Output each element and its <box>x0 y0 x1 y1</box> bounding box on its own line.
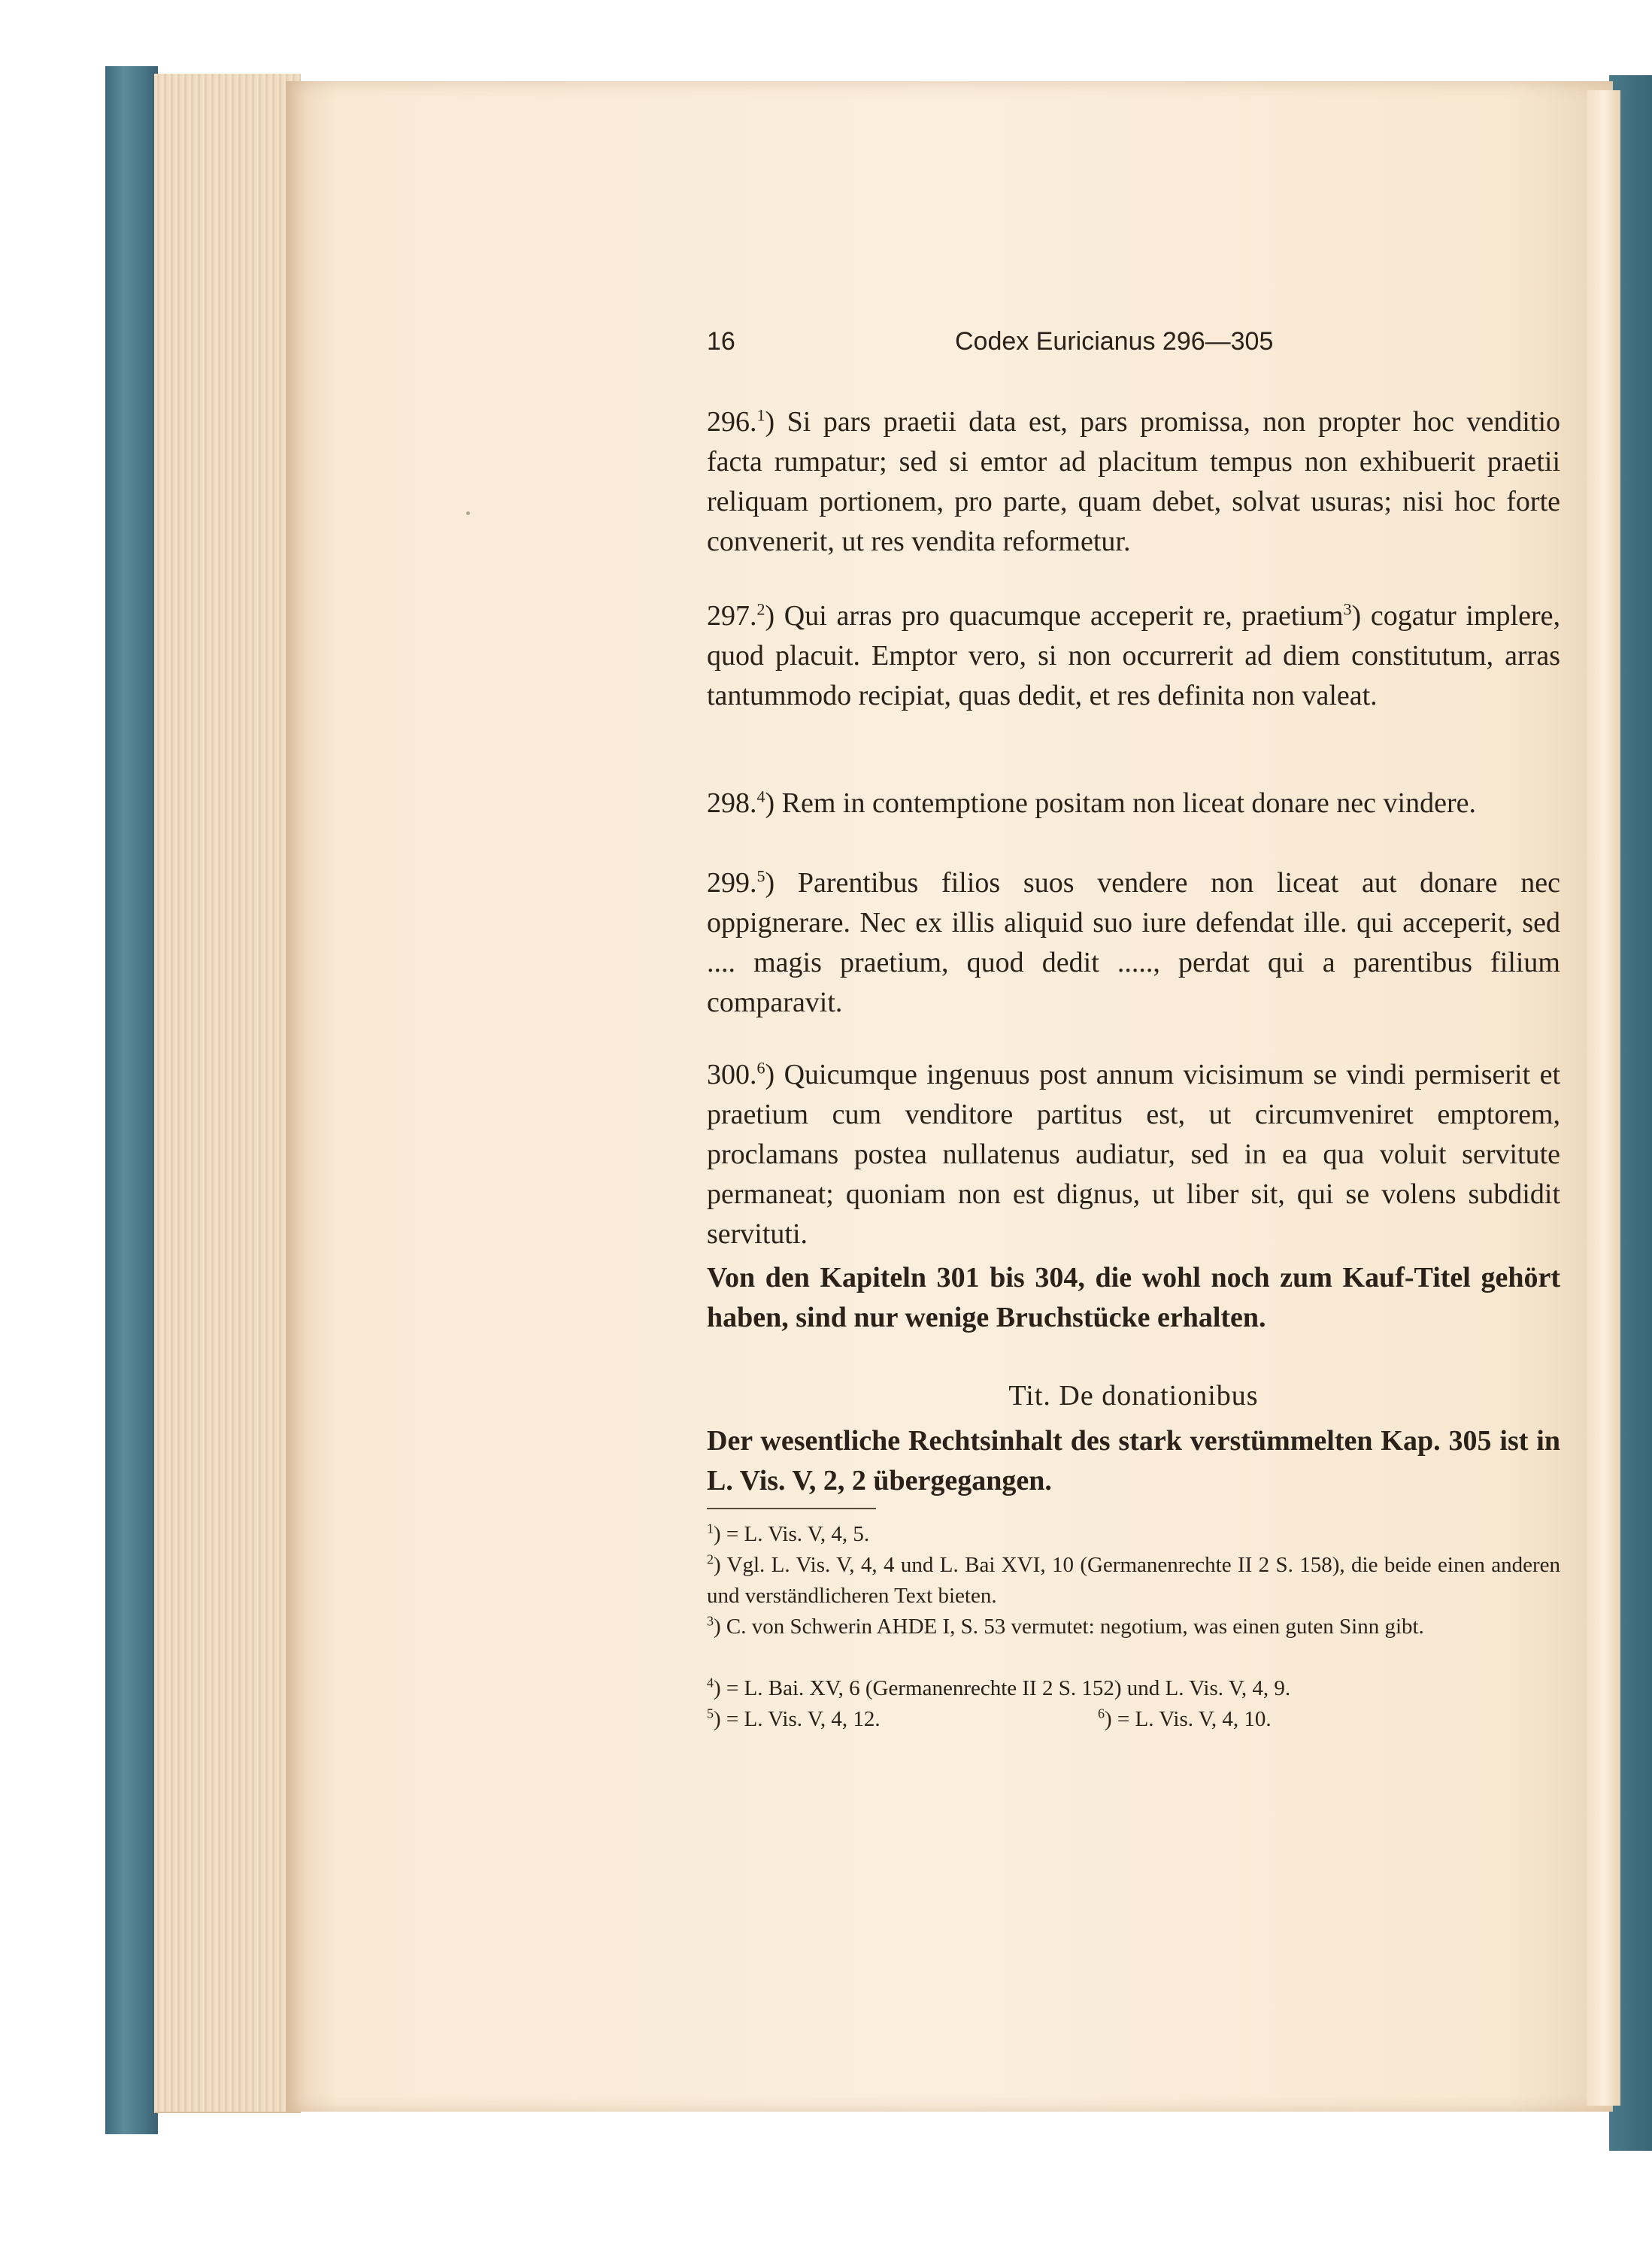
next-page-edge <box>1587 90 1620 2106</box>
footnote-rule <box>707 1508 876 1509</box>
editor-note-chapters: Von den Kapiteln 301 bis 304, die wohl noch zum Kauf-Titel gehört haben, sind nur wenige Bruchstücke erhalten. <box>707 1262 1560 1333</box>
running-title: Codex Euricianus 296—305 <box>955 327 1274 356</box>
footnote-5: $^5$) = L. Vis. V, 4, 12. <box>707 1706 881 1731</box>
page-number: 16 <box>707 327 735 356</box>
title-heading: Tit. De donationibus <box>1008 1380 1259 1412</box>
paper-speck <box>466 511 470 515</box>
footnote-1: $^1$) = L. Vis. V, 4, 5. <box>707 1521 870 1546</box>
editor-note-chapter-305: Der wesentliche Rechtsinhalt des stark verstümmelten Kap. 305 ist in L. Vis. V, 2, 2 übergegangen. <box>707 1425 1560 1497</box>
book-cover-left <box>105 66 158 2134</box>
paragraph-296: 296.$^1$) Si pars praetii data est, pars promissa, non propter hoc venditio facta rumpatur; sed si emtor ad placitum tempus non exhibuerit praetii reliquam portionem, pro parte, quam debet, solvat usuras; nisi hoc forte convenerit, ut res vendita reformetur. <box>707 405 1560 557</box>
running-header <box>707 322 1560 367</box>
footnote-4: $^4$) = L. Bai. XV, 6 (Germanenrechte II 2 S. 152) und L. Vis. V, 4, 9. <box>707 1675 1291 1700</box>
footnote-6: $^6$) = L. Vis. V, 4, 10. <box>1098 1706 1272 1731</box>
paragraph-297: 297.$^2$) Qui arras pro quacumque acceperit re, praetium$^3$) cogatur implere, quod placuit. Emptor vero, si non occurrerit ad diem constitutum, arras tantummodo recipiat, quas dedit, et res definita non valeat. <box>707 599 1560 711</box>
paragraph-299: 299.$^5$) Parentibus filios suos vendere non liceat aut donare nec oppignerare. Nec ex illis aliquid suo iure defendat ille. qui acceperit, sed .... magis praetium, quod dedit ....., perdat qui a parentibus filium comparavit. <box>707 866 1560 1018</box>
paragraph-298: 298.$^4$) Rem in contemptione positam non liceat donare nec vindere. <box>707 787 1476 819</box>
footnote-2: $^2$) Vgl. L. Vis. V, 4, 4 und L. Bai XVI, 10 (Germanenrechte II 2 S. 158), die beide einen anderen und verständlicheren Text bieten. <box>707 1551 1560 1608</box>
page-stack-edges <box>154 74 301 2113</box>
footnote-3: $^3$) C. von Schwerin AHDE I, S. 53 vermutet: negotium, was einen guten Sinn gibt. <box>707 1613 1424 1639</box>
paragraph-300: 300.$^6$) Quicumque ingenuus post annum vicisimum se vindi permiserit et praetium cum venditore partitus est, ut circumveniret emptorem, proclamans postea nullatenus audiatur, sed in ea qua voluit servitute permaneat; quoniam non est dignus, ut liber sit, qui se volens subdidit servituti. <box>707 1058 1560 1250</box>
